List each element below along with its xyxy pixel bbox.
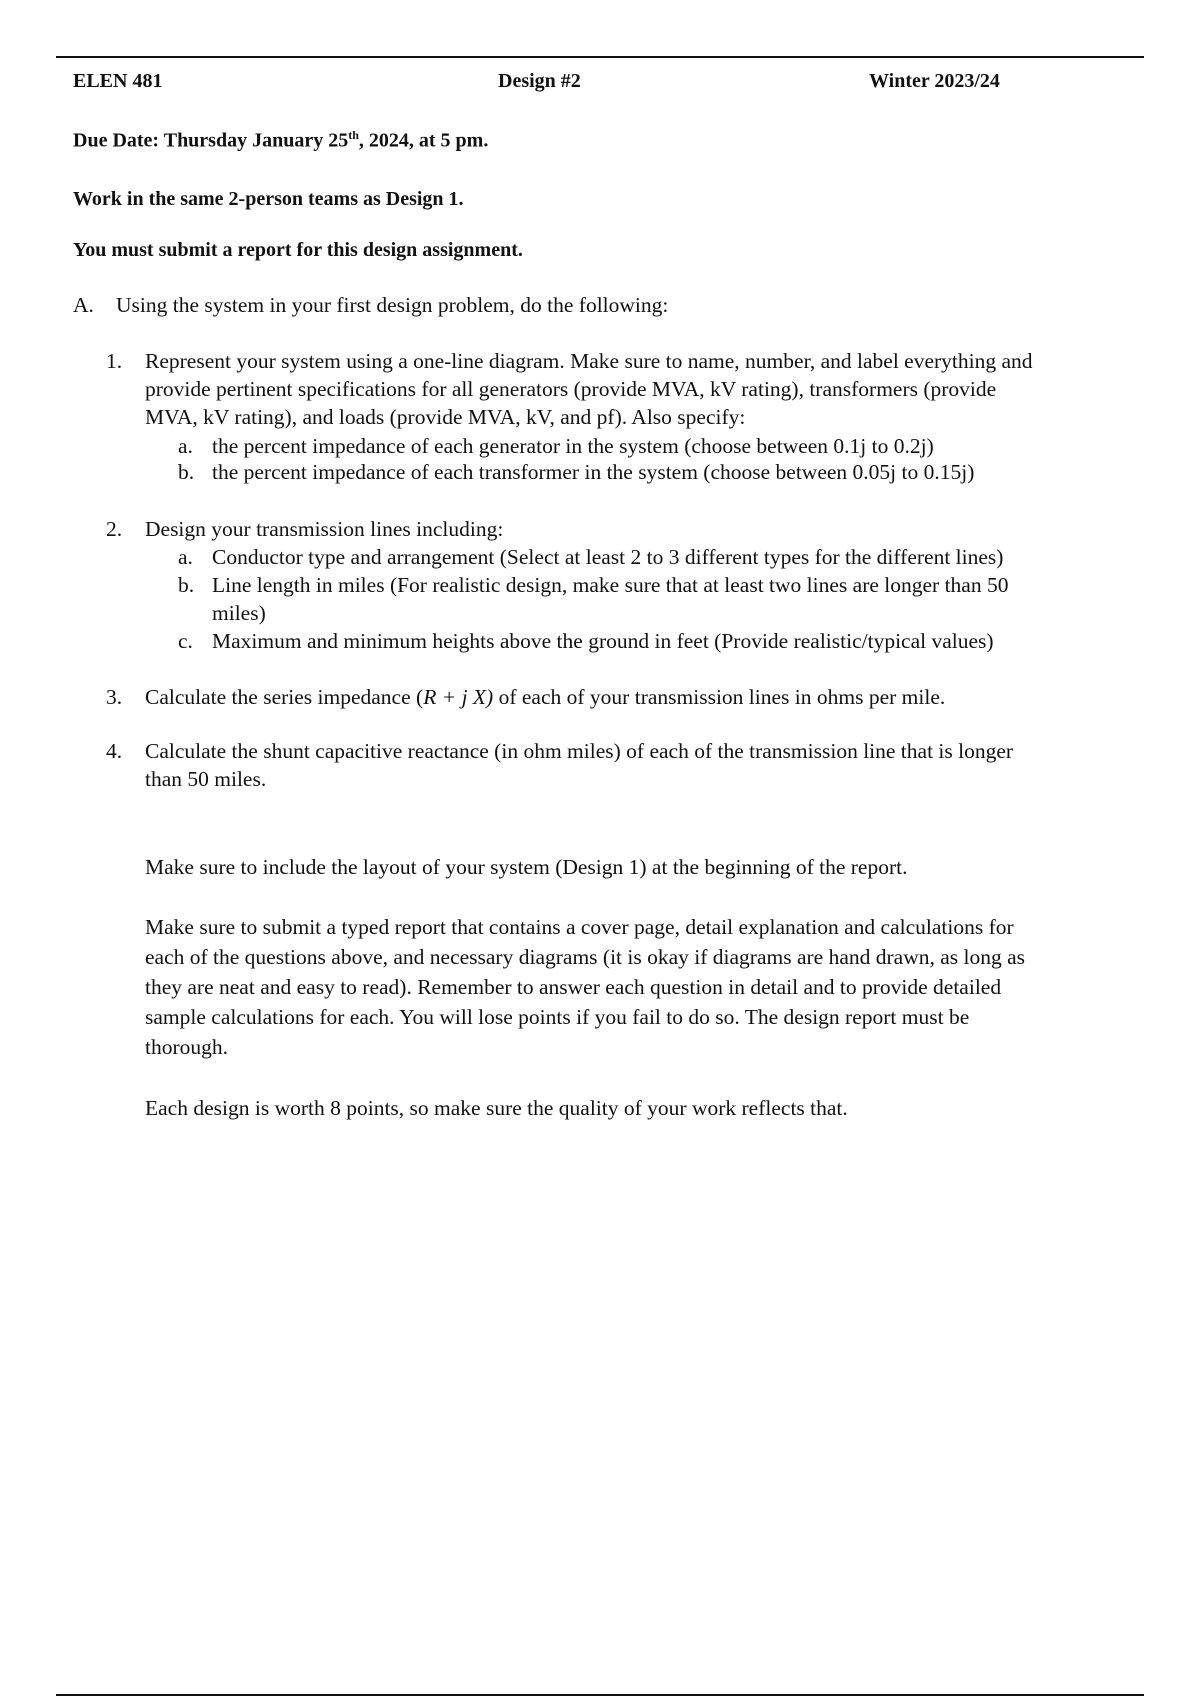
report-line: Make sure to submit a typed report that contains a cover page, detail explanation and calculations for bbox=[145, 915, 1014, 939]
sub-line: Line length in miles (For realistic design, make sure that at least two lines are longer than 50 bbox=[212, 573, 1009, 597]
item-line: MVA, kV rating), and loads (provide MVA, kV, and pf). Also specify: bbox=[145, 405, 746, 429]
impedance-formula: R + j X) bbox=[423, 685, 494, 709]
item-number: 2. bbox=[106, 517, 123, 541]
sub-text bbox=[212, 571, 1112, 627]
term-label: Winter 2023/24 bbox=[869, 70, 1000, 92]
item-line: than 50 miles. bbox=[145, 767, 267, 791]
sub-text: Conductor type and arrangement (Select at least 2 to 3 different types for the different lines) bbox=[212, 545, 1004, 569]
item-text bbox=[145, 347, 1145, 431]
top-rule bbox=[56, 56, 1144, 58]
sub-letter: c. bbox=[178, 629, 193, 653]
item-text bbox=[145, 737, 1145, 793]
sub-text: the percent impedance of each generator in the system (choose between 0.1j to 0.2j) bbox=[212, 434, 934, 458]
sub-letter: a. bbox=[178, 545, 193, 569]
report-line: each of the questions above, and necessary diagrams (it is okay if diagrams are hand drawn, as long as bbox=[145, 945, 1026, 969]
assignment-title: Design #2 bbox=[498, 70, 581, 92]
item-text bbox=[145, 683, 1145, 711]
item-line: Represent your system using a one-line diagram. Make sure to name, number, and label everything and bbox=[145, 349, 1033, 373]
sub-text: the percent impedance of each transformer in the system (choose between 0.05j to 0.15j) bbox=[212, 460, 975, 484]
sub-text: Maximum and minimum heights above the ground in feet (Provide realistic/typical values) bbox=[212, 629, 994, 653]
bottom-rule bbox=[56, 1694, 1144, 1696]
report-line: thorough. bbox=[145, 1035, 229, 1059]
section-a-text: Using the system in your first design problem, do the following: bbox=[116, 293, 669, 317]
layout-note-text: Make sure to include the layout of your system (Design 1) at the beginning of the report. bbox=[145, 855, 908, 879]
section-a-letter: A. bbox=[73, 293, 94, 317]
sub-letter: b. bbox=[178, 573, 195, 597]
worth-note-text: Each design is worth 8 points, so make sure the quality of your work reflects that. bbox=[145, 1096, 848, 1120]
item-number: 3. bbox=[106, 685, 123, 709]
layout-note bbox=[145, 852, 1140, 882]
report-line: they are neat and easy to read). Remember to answer each question in detail and to provide detailed bbox=[145, 975, 1002, 999]
due-date bbox=[73, 128, 488, 153]
report-note: You must submit a report for this design assignment. bbox=[73, 239, 523, 261]
report-instructions bbox=[145, 912, 1140, 1062]
report-line: sample calculations for each. You will lose points if you fail to do so. The design report must be bbox=[145, 1005, 970, 1029]
due-date-suffix: , 2024, at 5 pm. bbox=[358, 129, 489, 152]
item-text-before: Calculate the series impedance ( bbox=[145, 685, 424, 709]
item-number: 4. bbox=[106, 739, 123, 763]
sub-letter: b. bbox=[178, 460, 195, 484]
sub-line: miles) bbox=[212, 601, 266, 625]
sub-letter: a. bbox=[178, 434, 193, 458]
item-text bbox=[145, 515, 1145, 543]
worth-note bbox=[145, 1093, 1140, 1123]
due-date-superscript: th bbox=[348, 128, 359, 142]
teams-note: Work in the same 2-person teams as Design 1. bbox=[73, 188, 464, 210]
item-line: Calculate the shunt capacitive reactance (in ohm miles) of each of the transmission line that is longer bbox=[145, 739, 1014, 763]
page-header bbox=[73, 70, 1133, 100]
item-line: provide pertinent specifications for all generators (provide MVA, kV rating), transformers (provide bbox=[145, 377, 997, 401]
item-text-after: of each of your transmission lines in ohms per mile. bbox=[493, 685, 946, 709]
item-number: 1. bbox=[106, 349, 123, 373]
item-line: Design your transmission lines including: bbox=[145, 517, 504, 541]
due-date-prefix: Due Date: Thursday January 25 bbox=[73, 129, 349, 152]
course-code: ELEN 481 bbox=[73, 70, 163, 92]
